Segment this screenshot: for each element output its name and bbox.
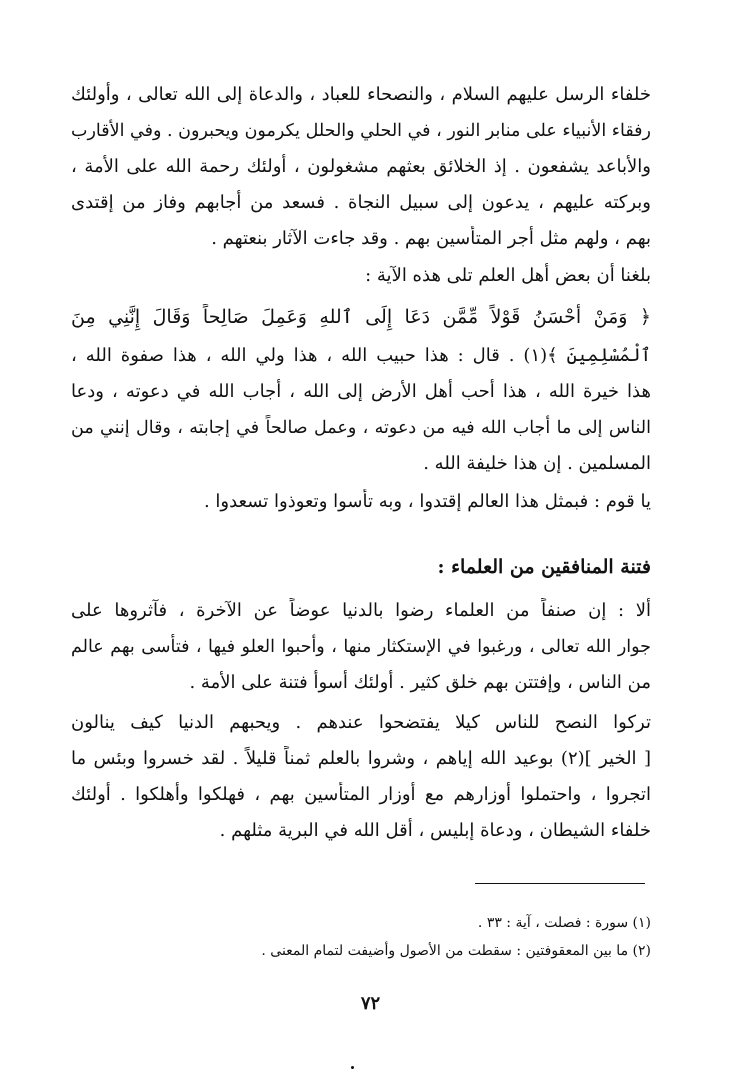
paragraph-1-line-5: بهم ، ولهم مثل أجر المتأسين بهم . وقد جاءت الآثار بنعتهم .: [211, 228, 651, 249]
paragraph-2-line-1: ٱلْمُسْلِمِينَ ﴾(١) . قال : هذا حبيب الله ، هذا ولي الله ، هذا صفوة الله ،: [71, 345, 651, 366]
paragraph-3-line-1: ألا : إن صنفاً من العلماء رضوا بالدنيا عوضاً عن الآخرة ، فآثروها على: [71, 600, 651, 621]
paragraph-4-line-4: خلفاء الشيطان ، ودعاة إبليس ، أقل الله في البرية مثلهم .: [219, 820, 651, 841]
paragraph-2-line-3: الناس إلى ما أجاب الله فيه من دعوته ، وعمل صالحاً في إجابته ، وقال إنني من: [71, 418, 651, 438]
paragraph-1-line-4: وبركته عليهم ، يدعون إلى سبيل النجاة . فسعد من أجابهم وفاز من إقتدى: [71, 192, 651, 213]
verse-intro-line: بلغنا أن بعض أهل العلم تلى هذه الآية :: [365, 265, 651, 286]
exhortation-line: يا قوم : فبمثل هذا العالم إقتدوا ، وبه تأسوا وتعوذوا تسعدوا .: [203, 491, 651, 512]
paragraph-3-line-3: من الناس ، وإفتتن بهم خلق كثير . أولئك أسوأ فتنة على الأمة .: [189, 672, 651, 693]
quran-verse-line: ﴿ وَمَنْ أَحْسَنُ قَوْلاً مِّمَّن دَعَا إِلَى ٱللهِ وَعَمِلَ صَالِحاً وَقَالَ إِنَّنِي مِنَ: [71, 306, 651, 328]
paragraph-2-line-2: هذا خيرة الله ، هذا أحب أهل الأرض إلى الله ، أجاب الله في دعوته ، ودعا: [71, 381, 651, 402]
paragraph-4-line-3: اتجروا ، واحتملوا أوزارهم مع أوزار المتأسين بهم ، فهلكوا وأهلكوا . أولئك: [71, 784, 651, 805]
paragraph-2-line-4: المسلمين . إن هذا خليفة الله .: [423, 453, 651, 474]
paragraph-3-line-2: جوار الله تعالى ، ورغبوا في الإستكثار منها ، وأحبوا العلو فيها ، فتأسى بهم عالم: [71, 637, 651, 657]
print-mark-dot: [351, 1066, 354, 1069]
paragraph-4-line-1: تركوا النصح للناس كيلا يفتضحوا عندهم . ويحبهم الدنيا كيف ينالون: [71, 712, 651, 733]
paragraph-1-line-2: رفقاء الأنبياء على منابر النور ، في الحلي والحلل يكرمون ويحبرون . وفي الأقارب: [71, 121, 651, 141]
page-number: ٧٢: [360, 993, 381, 1014]
footnote-divider: [475, 883, 645, 884]
footnote-2: (٢) ما بين المعقوفتين : سقطت من الأصول وأضيفت لتمام المعنى .: [261, 943, 651, 959]
section-heading: فتنة المنافقين من العلماء :: [437, 556, 651, 578]
footnote-1: (١) سورة : فصلت ، آية : ٣٣ .: [477, 915, 651, 931]
paragraph-1-line-3: والأباعد يشفعون . إذ الخلائق بعثهم مشغولون ، أولئك رحمة الله على الأمة ،: [71, 156, 651, 177]
paragraph-4-line-2: [ الخير ](٢) بوعيد الله إياهم ، وشروا بالعلم ثمناً قليلاً . لقد خسروا وبئس ما: [71, 748, 651, 769]
paragraph-1-line-1: خلفاء الرسل عليهم السلام ، والنصحاء للعباد ، والدعاة إلى الله تعالى ، وأولئك: [71, 84, 651, 105]
